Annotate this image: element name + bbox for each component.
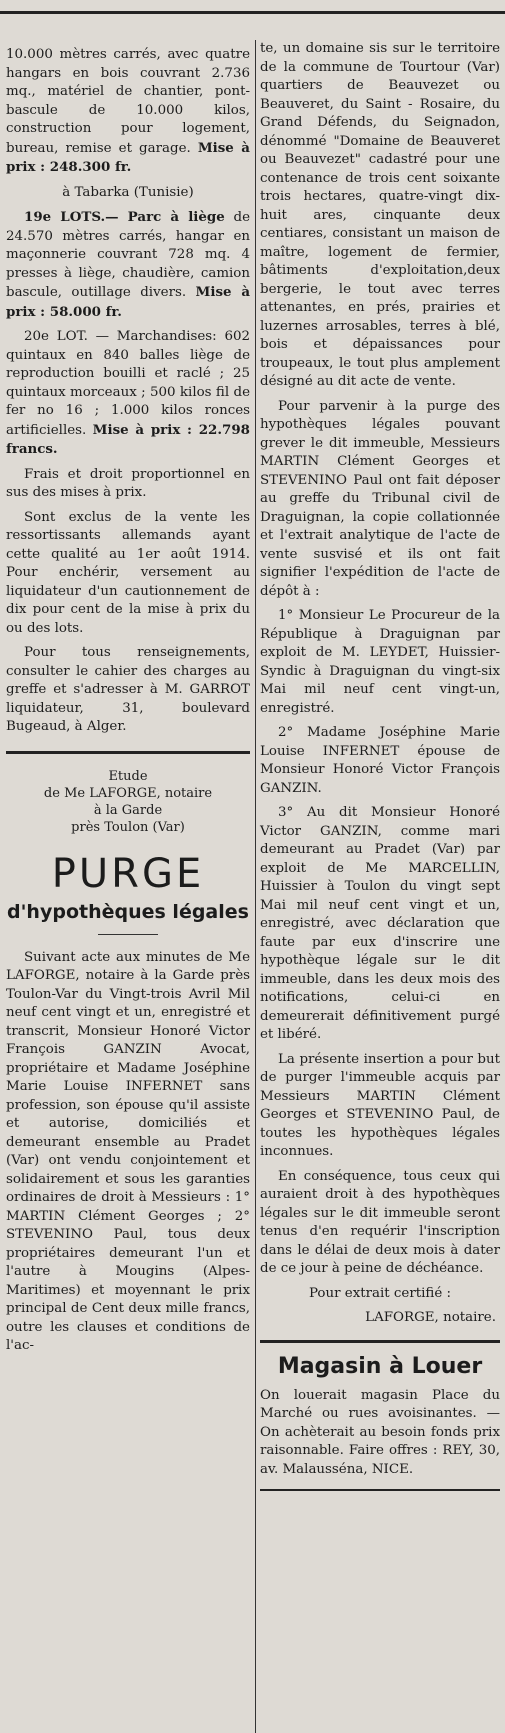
extrait-certifie: Pour extrait certifié : [308, 1285, 452, 1301]
insertion-purpose-paragraph: La présente insertion a pour but de purger l'immeuble acquis par Messieurs MARTIN Clément Georges et STEVENINO Paul, de toutes les hypothèques légales inconnues. [260, 1051, 500, 1159]
notary-signature: LAFORGE, notaire. [365, 1310, 496, 1325]
etude-line: Etude [108, 768, 148, 784]
lot-20: 20e LOT. — Marchandises: 602 quintaux en 840 balles liège de reproduction bouilli et raclé ; 25 quintaux morceaux ; 500 kilos fil de fer no 16 ; 1.000 kilos ronces artificielles. Mise à prix : 22.798 francs. [6, 329, 251, 457]
etude-place-detail: près Toulon (Var) [71, 819, 185, 835]
consequence-paragraph: En conséquence, tous ceux qui auraient droit à des hypothèques légales sur le dit immeuble seront tenus d'en requérir l'inscription dans le délai de deux mois à dater de ce jour à peine de déchéance. [260, 1168, 500, 1276]
purge-procedure-paragraph: Pour parvenir à la purge des hypothèques légales pouvant grever le dit immeuble, Messieurs MARTIN Clément Georges et STEVENINO Paul ont fait déposer au greffe du Tribunal civil de Draguignan, la copie collationnée et l'extrait analytique de l'acte de vente susvisé et ils ont fait signifier l'expédition de l'acte de dépôt à : [260, 398, 500, 599]
lot-20-heading: 20e LOT. — Marchandises [24, 329, 213, 344]
lot-19-heading: 19e LOTS.— Parc à liège [24, 209, 225, 225]
magasin-ad [260, 1353, 500, 1492]
lot-18-description: 10.000 mètres carrés, avec quatre hangars en bois couvrant 2.736 mq., matériel de chantier, pont-bascule de 10.000 kilos, construction pour logement, bureau, remise et garage. Mise à prix : 248.300 fr. [6, 47, 250, 175]
exclus-paragraph: Sont exclus de la vente les ressortissants allemands ayant cette qualité au 1er août 1914. Pour enchérir, versement au liquidateur d'un cautionnement de dix pour cent de la mise à prix du ou des lots. [6, 509, 250, 636]
short-rule [98, 934, 158, 935]
etude-place: à la Garde [93, 802, 163, 818]
section-divider-right [260, 1340, 500, 1343]
etude-header [6, 768, 250, 836]
frais-paragraph: Frais et droit proportionnel en sus des mises à prix. [6, 466, 250, 500]
column-divider [255, 40, 256, 1733]
section-divider [6, 751, 250, 754]
notification-3: 3° Au dit Monsieur Honoré Victor GANZIN, comme mari demeurant au Pradet (Var) par exploit de Me MARCELLIN, Huissier à Toulon du vingt sept Mai mil neuf cent vingt et un, enregistré, avec déclaration que faute par eux d'inscrire une hypothèque légale sur le dit immeuble, dans les deux mois des notifications, celui-ci en demeurerait définitivement purgé et libéré. [260, 805, 500, 1042]
right-column [260, 40, 500, 1733]
notification-1: 1° Monsieur Le Procureur de la République à Draguignan par exploit de M. LEYDET, Huissier-Syndic à Draguignan du vingt-six Mai mil neuf cent vingt-un, enregistré. [260, 608, 500, 716]
lot-20-price: Mise à prix : 22.798 francs. [6, 421, 250, 457]
domaine-paragraph: te, un domaine sis sur le territoire de la commune de Tourtour (Var) quartiers de Beauvezet ou Beauveret, du Saint - Rosaire, du Grand Défends, du Seignadon, dénommé "Domaine de Beauveret ou Beauvezet" cadastré pour une contenance de trois cent soixante trois hectares, quatre-vingt dix-huit ares, cinquante deux centiares, consistant un maison de maître, logement de fermier, bâtiments d'exploitation,deux bergerie, le tout avec terres attenantes, en prés, prairies et luzernes arrosables, terres à blé, bois et dépaissances pour troupeaux, le tout plus amplement désigné au dit acte de vente. [260, 41, 500, 389]
acte-paragraph: Suivant acte aux minutes de Me LAFORGE, notaire à la Garde près Toulon-Var du Vingt-trois Avril Mil neuf cent vingt et un, enregistré et transcrit, Monsieur Honoré Victor François GANZIN Avocat, propriétaire et Madame Joséphine Marie Louise INFERNET sans profession, son épouse qu'il assiste et autorise, domiciliés et demeurant ensemble au Pradet (Var) ont vendu conjointement et solidairement et sous les garanties ordinaires de droit à Messieurs : 1° MARTIN Clément Georges ; 2° STEVENINO Paul, tous deux propriétaires demeurant l'un et l'autre à Mougins (Alpes-Maritimes) et moyennant le prix principal de Cent deux mille francs, outre les clauses et conditions de l'ac- [6, 949, 250, 1353]
magasin-body: On louerait magasin Place du Marché ou rues avoisinantes. — On achèterait au besoin fonds prix raisonnable. Faire offres : REY, 30, av. Malausséna, NICE. [260, 1387, 500, 1477]
etude-notary: de Me LAFORGE, notaire [43, 785, 213, 801]
purge-title: PURGE [51, 850, 205, 897]
lot-19-price: Mise à prix : 58.000 fr. [6, 284, 250, 320]
purge-subtitle: d'hypothèques légales [7, 900, 249, 923]
notification-2: 2° Madame Joséphine Marie Louise INFERNET épouse de Monsieur Honoré Victor François GANZIN. [260, 725, 500, 796]
left-column [6, 46, 250, 1733]
lot-18-price: Mise à prix : 248.300 fr. [6, 139, 250, 175]
renseignements-paragraph: Pour tous renseignements, consulter le cahier des charges au greffe et s'adresser à M. GARROT liquidateur, 31, boulevard Bugeaud, à Alger. [6, 645, 250, 734]
lot-19: 19e LOTS.— Parc à liège de 24.570 mètres carrés, hangar en maçonnerie couvrant 728 mq. 4 presses à liège, chaudière, camion bascule, outillage divers. Mise à prix : 58.000 fr. [6, 209, 250, 320]
location-heading: à Tabarka (Tunisie) [62, 184, 194, 200]
page-top-rule [0, 0, 505, 14]
magasin-title: Magasin à Louer [277, 1353, 483, 1379]
